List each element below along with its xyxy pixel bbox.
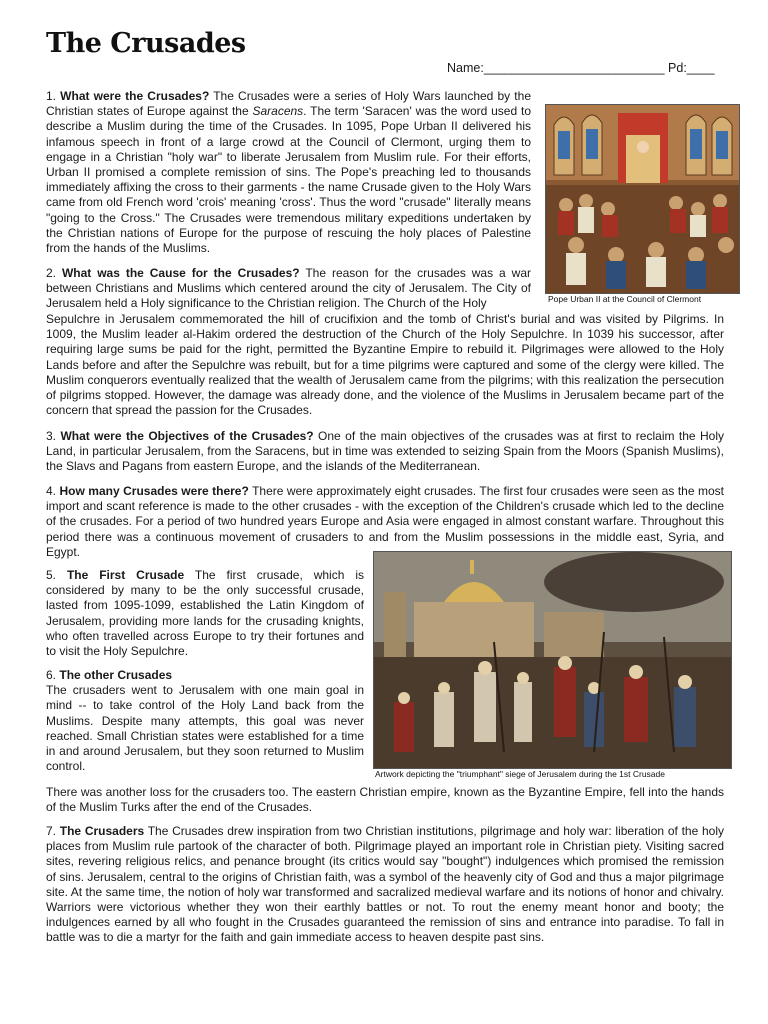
section-text: The Crusades drew inspiration from two Christian institutions, pilgrimage and holy war: liberation of the holy places from Muslim rule partook of the character of both. Pilgrimage played an important role in Christian piety. Visiting sacred sites, revering religious relics, and penance brought (its critics would say "bought") indulgences which promised the remission of sins. Jerusalem, central to the origins of Christian faith, was a symbol of the heavenly city of God and thus a major pilgrimage site. At the same time, the notion of holy war transformed and sacralized medieval warfare and its notions of honor and chivalry. Warriors were victorious whether they won their earthly battles or not. To rout the enemy meant honor and booty; the indulgences earned by all who fought in the Crusades guaranteed the remission of sins and entrance into paradise. To fall in battle was to die a martyr for the faith and gain immediate access to heaven despite past sins. bbox=[46, 824, 725, 945]
section-text: There was another loss for the crusaders too. The eastern Christian empire, known as the Byzantine Empire, fell into the hands of the Muslim Turks after the end of the Crusades. bbox=[46, 785, 724, 815]
section-1 bbox=[46, 89, 531, 256]
section-text: The Crusades were a series of Holy Wars launched by the Christian states of Europe against the bbox=[46, 89, 531, 119]
section-heading: What was the Cause for the Crusades? bbox=[61, 266, 300, 280]
section-heading: The Crusaders bbox=[59, 824, 145, 838]
section-2-continued bbox=[46, 312, 724, 418]
section-5 bbox=[46, 568, 364, 659]
council-of-clermont-image bbox=[545, 104, 740, 294]
section-6-continued bbox=[46, 785, 724, 815]
section-heading: The other Crusades bbox=[59, 668, 173, 682]
section-3 bbox=[46, 429, 724, 475]
section-heading: What were the Crusades? bbox=[60, 89, 210, 103]
italic-term: Saracens bbox=[252, 104, 304, 119]
section-text: The first crusade, which is considered by many to be the only successful crusade, lasted from 1095-1099, established the Latin Kingdom of Jerusalem, providing more lands for the crusading knights, who often travelled across Europe to try their fortunes and to visit the Holy Sepulchre. bbox=[46, 568, 364, 659]
illustration-painting bbox=[546, 105, 739, 293]
figure-caption: Artwork depicting the "triumphant" siege of Jerusalem during the 1st Crusade bbox=[375, 769, 665, 779]
section-number: 6. bbox=[46, 668, 57, 682]
section-number: 7. bbox=[46, 824, 57, 838]
section-heading: What were the Objectives of the Crusades? bbox=[60, 429, 314, 443]
section-number: 4. bbox=[46, 484, 57, 498]
section-text: . The term 'Saracen' was the word used to describe a Muslim during the time of the Crusades. In 1095, Pope Urban II delivered his infamous speech in front of a large crowd at the Council of Clermont, urging them to engage in a Christian "holy war" to liberate Jerusalem from Muslim rule. For their efforts, Urban II promised a complete remission of sins. The Pope's preaching led to thousands immediately affixing the cross to their garments - the name Crusade given to the Holy Wars came from old French word 'crois' meaning 'cross'. Thus the word "crusade" literally means "going to the Cross." The Crusades were tremendous military expeditions undertaken by the Christian nations of Europe for the purpose of rescuing the holy places of Palestine from the hands of the Muslims. bbox=[46, 104, 531, 256]
section-number: 3. bbox=[46, 429, 57, 443]
section-text: The reason for the crusades was a war between Christians and Muslims which centered around the city of Jerusalem. The City of Jerusalem held a Holy significance to the Christian religion. The Church of the Holy bbox=[46, 266, 531, 311]
section-4 bbox=[46, 484, 724, 560]
section-number: 1. bbox=[46, 89, 57, 103]
section-7 bbox=[46, 824, 724, 946]
section-text: The crusaders went to Jerusalem with one main goal in mind -- to take control of the Holy Land back from the Muslims. Despite many attempts, this goal was never reached. Small Christian states were established for a time in and around Jerusalem, but they soon returned to Muslim control. bbox=[46, 683, 364, 774]
name-period-line: Name:__________________________ Pd:____ bbox=[447, 61, 715, 75]
section-text: Sepulchre in Jerusalem commemorated the hill of crucifixion and the tomb of Christ's burial and was visited by Pilgrims. In 1009, the Muslim leader al-Hakim ordered the destruction of the Church of the Holy Sepulchre. In 1039 his successor, after requiring large sums be paid for the right, permitted the Byzantine Empire to rebuild it. Pilgrimages were allowed to the Holy Lands before and after the Sepulchre was rebuilt, but for a time pilgrims were captured and some of the clergy were killed. The Muslim conquerors eventually realized that the wealth of Jerusalem came from the pilgrims; with this realization the persecution of pilgrims stopped. However, the damage was already done, and the violence of the Muslims in Jerusalem became part of the concern that spread the passion for the Crusades. bbox=[46, 312, 724, 418]
section-heading: How many Crusades were there? bbox=[59, 484, 249, 498]
section-2 bbox=[46, 266, 531, 312]
illustration-painting bbox=[374, 552, 731, 768]
section-number: 2. bbox=[46, 266, 57, 280]
siege-of-jerusalem-image bbox=[373, 551, 732, 769]
page-title: The Crusades bbox=[46, 28, 246, 59]
section-text: There were approximately eight crusades. The first four crusades were seen as the most import and scant reference is made to the other crusades - with the exception of the Children's crusade which led to the decline of the crusades. For a period of two hundred years Europe and Asia were engaged in almost constant warfare. Throughout this period there was a continuous movement of crusaders to and from the Muslim possessions in the middle east, Syria, and Egypt. bbox=[46, 484, 724, 559]
section-6 bbox=[46, 668, 364, 774]
figure-caption: Pope Urban II at the Council of Clermont bbox=[548, 294, 702, 304]
section-number: 5. bbox=[46, 568, 57, 582]
section-text: One of the main objectives of the crusades was at first to reclaim the Holy Land, in particular Jerusalem, from the Saracens, but in time was extended to seizing Spain from the Moors (Spanish Muslims), the Slavs and Pagans from eastern Europe, and the islands of the Mediterranean. bbox=[46, 429, 724, 474]
section-heading: The First Crusade bbox=[66, 568, 185, 582]
